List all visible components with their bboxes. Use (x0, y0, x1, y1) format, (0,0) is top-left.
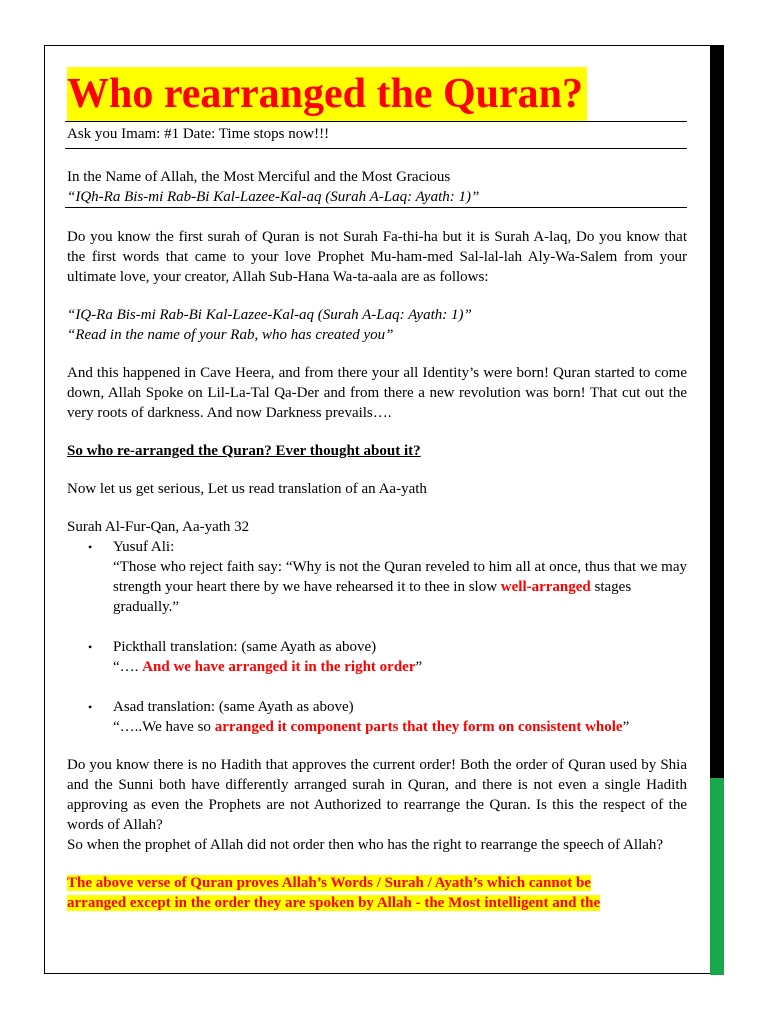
list-item (88, 637, 687, 677)
bullet-icon: • (88, 640, 93, 654)
conclusion-line-1: The above verse of Quran proves Allah’s Words / Surah / Ayath’s which cannot be (67, 875, 591, 891)
translation-text: “…..We have so arranged it component parts that they form on consistent whole” (113, 719, 630, 735)
highlight-text: arranged it component parts that they form on consistent whole (214, 719, 623, 735)
bismillah-line: In the Name of Allah, the Most Merciful and the Most Gracious (67, 169, 451, 185)
bismillah-transliteration: “IQh-Ra Bis-mi Rab-Bi Kal-Lazee-Kal-aq (Surah A-Laq: Ayath: 1)” (67, 189, 480, 205)
conclusion (67, 873, 687, 913)
highlight-text: And we have arranged it in the right order (142, 659, 416, 675)
subtitle: Ask you Imam: #1 Date: Time stops now!!! (67, 126, 330, 142)
translator-name: Pickthall translation: (same Ayath as above) (113, 639, 377, 655)
cave-paragraph: And this happened in Cave Heera, and from there your all Identity’s were born! Quran started to come down, Allah Spoke on Lil-La-Tal Qa-Der and from there a new revolution was born! That cut out the very roots of darkness. And now Darkness prevails…. (67, 365, 687, 421)
quote-transliteration: “IQ-Ra Bis-mi Rab-Bi Kal-Lazee-Kal-aq (Surah A-Laq: Ayath: 1)” (67, 307, 472, 323)
highlight-text: well-arranged (500, 579, 591, 595)
list-item (88, 697, 687, 737)
conclusion-line-2: arranged except in the order they are spoken by Allah - the Most intelligent and the (67, 895, 601, 911)
translation-text: “Those who reject faith say: “Why is not the Quran reveled to him all at once, thus that we may strength your heart there by we have rehearsed it to thee in slow well-arranged stages gradually.” (113, 559, 687, 615)
hadith-paragraph: Do you know there is no Hadith that approves the current order! Both the order of Quran used by Shia and the Sunni both have differently arranged surah in Quran, and there is not even a single Hadith approving as even the Prophets are not Authorized to rearrange the Quran. Is this the respect of the words of Allah? (67, 757, 687, 833)
bullet-icon: • (88, 700, 93, 714)
intro-paragraph: Do you know the first surah of Quran is not Surah Fa-thi-ha but it is Surah A-laq, Do you know that the first words that came to your love Prophet Mu-ham-med Sal-lal-lah Aly-Wa-Salem from your ultimate love, your creator, Allah Sub-Hana Wa-ta-aala are as follows: (67, 229, 687, 285)
translation-list (67, 537, 687, 737)
question-paragraph: So when the prophet of Allah did not order then who has the right to rearrange the speech of Allah? (67, 837, 664, 853)
page-title: Who rearranged the Quran? (67, 67, 587, 121)
quote-translation: “Read in the name of your Rab, who has created you” (67, 327, 394, 343)
list-item (88, 537, 687, 617)
document-content (67, 60, 687, 913)
serious-line: Now let us get serious, Let us read translation of an Aa-yath (67, 481, 427, 497)
translator-name: Asad translation: (same Ayath as above) (113, 699, 354, 715)
side-bar-black (710, 45, 724, 778)
translation-text: “…. And we have arranged it in the right order” (113, 659, 423, 675)
section-heading: So who re-arranged the Quran? Ever thought about it? (67, 443, 421, 459)
side-bar-green (710, 778, 724, 975)
bullet-icon: • (88, 540, 93, 554)
surah-reference: Surah Al-Fur-Qan, Aa-yath 32 (67, 519, 250, 535)
translator-name: Yusuf Ali: (113, 539, 175, 555)
